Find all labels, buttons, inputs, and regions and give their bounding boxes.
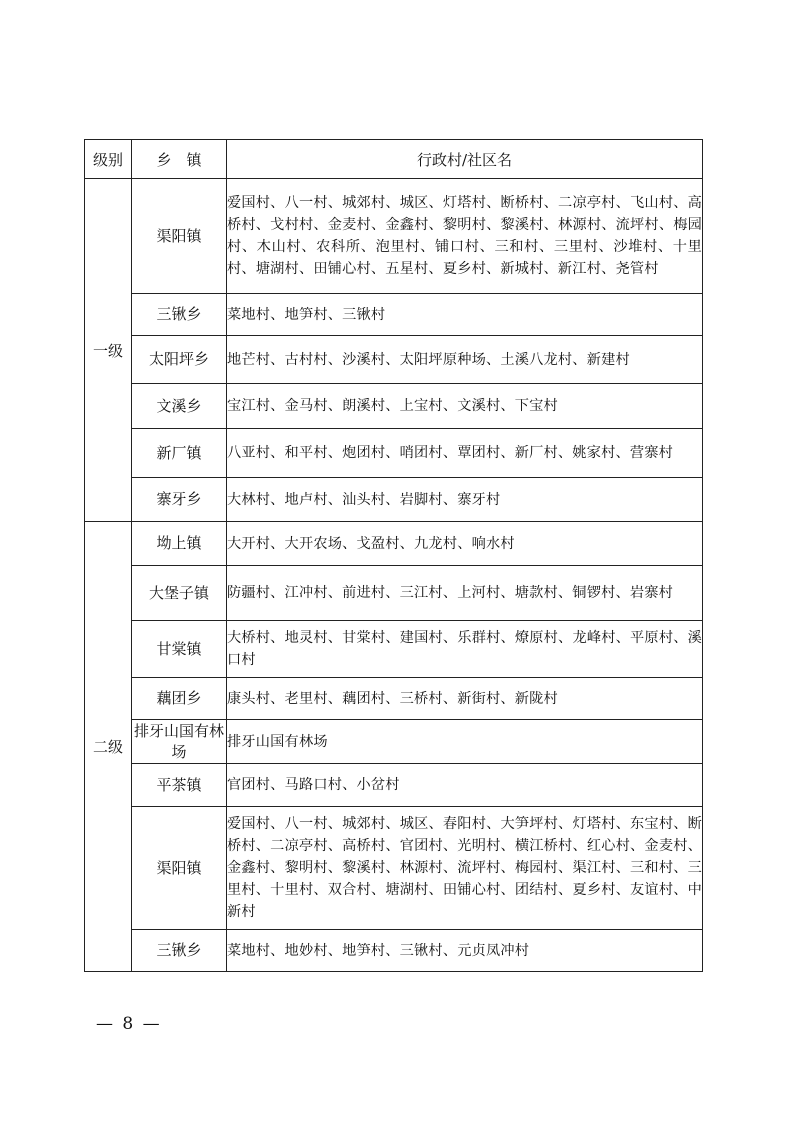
table-row [85, 429, 703, 478]
header-villages: 行政村/社区名 [227, 140, 703, 179]
villages-cell: 大开村、大开农场、戈盈村、九龙村、响水村 [227, 522, 703, 566]
table-row [85, 294, 703, 336]
level-cell: 二级 [85, 522, 132, 972]
town-cell: 平茶镇 [132, 764, 227, 807]
table-row [85, 720, 703, 764]
town-cell: 甘棠镇 [132, 621, 227, 678]
page-number: — 8 — [96, 1014, 162, 1034]
villages-cell: 防疆村、江冲村、前进村、三江村、上河村、塘款村、铜锣村、岩寨村 [227, 566, 703, 621]
villages-cell: 菜地村、地妙村、地笋村、三锹村、元贞凤冲村 [227, 930, 703, 972]
header-level: 级别 [85, 140, 132, 179]
villages-cell: 爱国村、八一村、城郊村、城区、春阳村、大笋坪村、灯塔村、东宝村、断桥村、二凉亭村、高桥村、官团村、光明村、横江桥村、红心村、金麦村、金鑫村、黎明村、黎溪村、林源村、流坪村、梅园村、渠江村、三和村、三里村、十里村、双合村、塘湖村、田铺心村、团结村、夏乡村、友谊村、中新村 [227, 807, 703, 930]
town-cell: 渠阳镇 [132, 179, 227, 294]
table-row [85, 336, 703, 384]
table-row [85, 807, 703, 930]
town-cell: 文溪乡 [132, 384, 227, 429]
table-row [85, 764, 703, 807]
town-cell: 三锹乡 [132, 294, 227, 336]
town-cell: 藕团乡 [132, 678, 227, 720]
villages-cell: 大桥村、地灵村、甘棠村、建国村、乐群村、燎原村、龙峰村、平原村、溪口村 [227, 621, 703, 678]
table-row [85, 384, 703, 429]
header-row [85, 140, 703, 179]
villages-cell: 排牙山国有林场 [227, 720, 703, 764]
table-row [85, 566, 703, 621]
table-row [85, 478, 703, 522]
table-row [85, 621, 703, 678]
town-cell: 三锹乡 [132, 930, 227, 972]
villages-cell: 菜地村、地笋村、三锹村 [227, 294, 703, 336]
villages-cell: 大林村、地卢村、汕头村、岩脚村、寨牙村 [227, 478, 703, 522]
header-town: 乡 镇 [132, 140, 227, 179]
level-cell: 一级 [85, 179, 132, 522]
villages-cell: 康头村、老里村、藕团村、三桥村、新街村、新陇村 [227, 678, 703, 720]
villages-cell: 宝江村、金马村、朗溪村、上宝村、文溪村、下宝村 [227, 384, 703, 429]
villages-cell: 官团村、马路口村、小岔村 [227, 764, 703, 807]
village-table [84, 139, 703, 972]
town-cell: 渠阳镇 [132, 807, 227, 930]
town-cell: 大堡子镇 [132, 566, 227, 621]
town-cell: 坳上镇 [132, 522, 227, 566]
villages-cell: 八亚村、和平村、炮团村、哨团村、覃团村、新厂村、姚家村、营寨村 [227, 429, 703, 478]
table-row [85, 179, 703, 294]
table-row [85, 678, 703, 720]
town-cell: 新厂镇 [132, 429, 227, 478]
town-cell: 寨牙乡 [132, 478, 227, 522]
town-cell: 排牙山国有林场 [132, 720, 227, 764]
villages-cell: 爱国村、八一村、城郊村、城区、灯塔村、断桥村、二凉亭村、飞山村、高桥村、戈村村、金麦村、金鑫村、黎明村、黎溪村、林源村、流坪村、梅园村、木山村、农科所、泡里村、铺口村、三和村、三里村、沙堆村、十里村、塘湖村、田铺心村、五星村、夏乡村、新城村、新江村、尧管村 [227, 179, 703, 294]
table-row [85, 522, 703, 566]
town-cell: 太阳坪乡 [132, 336, 227, 384]
table-row [85, 930, 703, 972]
villages-cell: 地芒村、古村村、沙溪村、太阳坪原种场、土溪八龙村、新建村 [227, 336, 703, 384]
